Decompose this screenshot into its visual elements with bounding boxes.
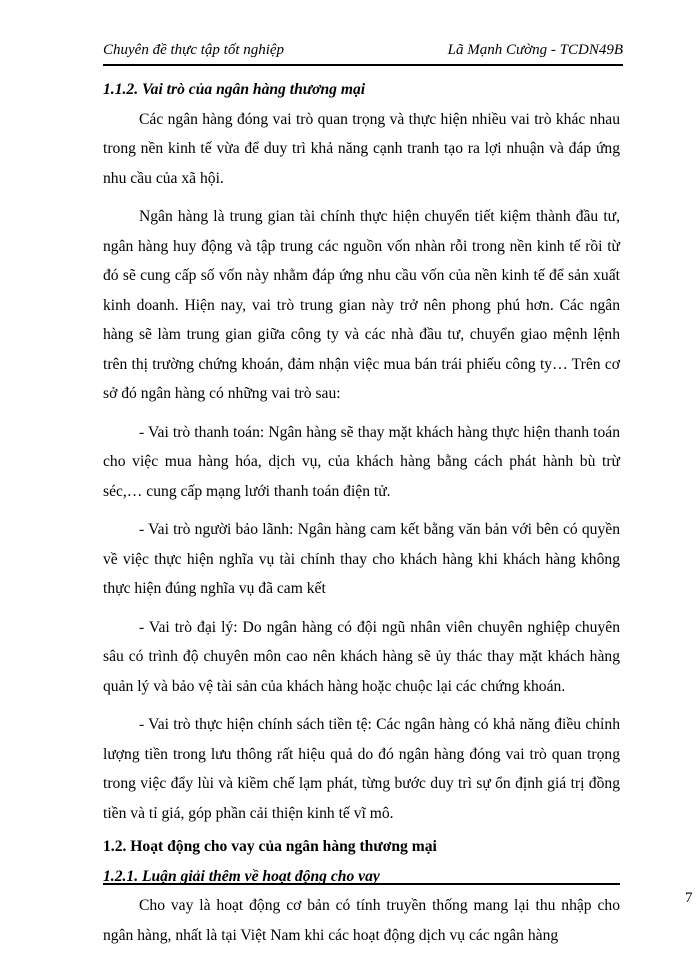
header-document-title: Chuyên đề thực tập tốt nghiệp [103,42,285,58]
section-heading-1-1-2: 1.1.2. Vai trò của ngân hàng thương mại [103,81,366,98]
footer-divider [103,883,620,885]
paragraph: Các ngân hàng đóng vai trò quan trọng và thực hiện nhiều vai trò khác nhau trong nền kinh tế vừa để duy trì khả năng cạnh tranh tạo ra lợi nhuận và đáp ứng nhu cầu của xã hội. [103,110,620,187]
paragraph-role-agent: - Vai trò đại lý: Do ngân hàng có đội ngũ nhân viên chuyên nghiệp chuyên sâu có trình độ chuyên môn cao nên khách hàng sẽ ủy thác thay mặt khách hàng quản lý và bảo vệ tài sản của khách hàng hoặc chuộc lại các chứng khoán. [103,618,620,695]
header-author: Lã Mạnh Cường - TCDN49B [447,42,623,58]
paragraph: Ngân hàng là trung gian tài chính thực hiện chuyển tiết kiệm thành đầu tư, ngân hàng huy động và tập trung các nguồn vốn nhàn rỗi trong nền kinh tế rồi từ đó sẽ cung cấp số vốn này nhằm đáp ứng nhu cầu vốn của nền kinh tế để sản xuất kinh doanh. Hiện nay, vai trò trung gian này trở nên phong phú hơn. Các ngân hàng sẽ làm trung gian giữa công ty và các nhà đầu tư, chuyển giao mệnh lệnh trên thị trường chứng khoán, đảm nhận việc mua bán trái phiếu công ty… Trên cơ sở đó ngân hàng có những vai trò sau: [103,208,620,402]
paragraph-role-payment: - Vai trò thanh toán: Ngân hàng sẽ thay mặt khách hàng thực hiện thanh toán cho việc mua hàng hóa, dịch vụ, của khách hàng bằng cách phát hành bù trừ séc,… cung cấp mạng lưới thanh toán điện tử. [103,423,620,500]
page-header [103,36,623,66]
page-body [103,75,620,950]
section-heading-1-2-1: 1.2.1. Luận giải thêm về hoạt động cho vay [103,867,380,885]
paragraph-role-monetary-policy: - Vai trò thực hiện chính sách tiền tệ: Các ngân hàng có khả năng điều chỉnh lượng tiền trong lưu thông rất hiệu quả do đó ngân hàng đóng vai trò quan trọng trong việc đẩy lùi và kiềm chế lạm phát, từng bước duy trì sự ổn định giá trị đồng tiền và tỉ giá, góp phần cải thiện kinh tế vĩ mô. [103,716,620,822]
paragraph: Cho vay là hoạt động cơ bản có tính truyền thống mang lại thu nhập cho ngân hàng, nhất là tại Việt Nam khi các hoạt động dịch vụ các ngân hàng [103,897,620,944]
section-heading-1-2: 1.2. Hoạt động cho vay của ngân hàng thương mại [103,838,437,855]
page-number: 7 [685,890,693,906]
paragraph-role-guarantor: - Vai trò người bảo lãnh: Ngân hàng cam kết bằng văn bản với bên có quyền về việc thực hiện nghĩa vụ tài chính thay cho khách hàng khi khách hàng không thực hiện đúng nghĩa vụ đã cam kết [103,521,620,597]
